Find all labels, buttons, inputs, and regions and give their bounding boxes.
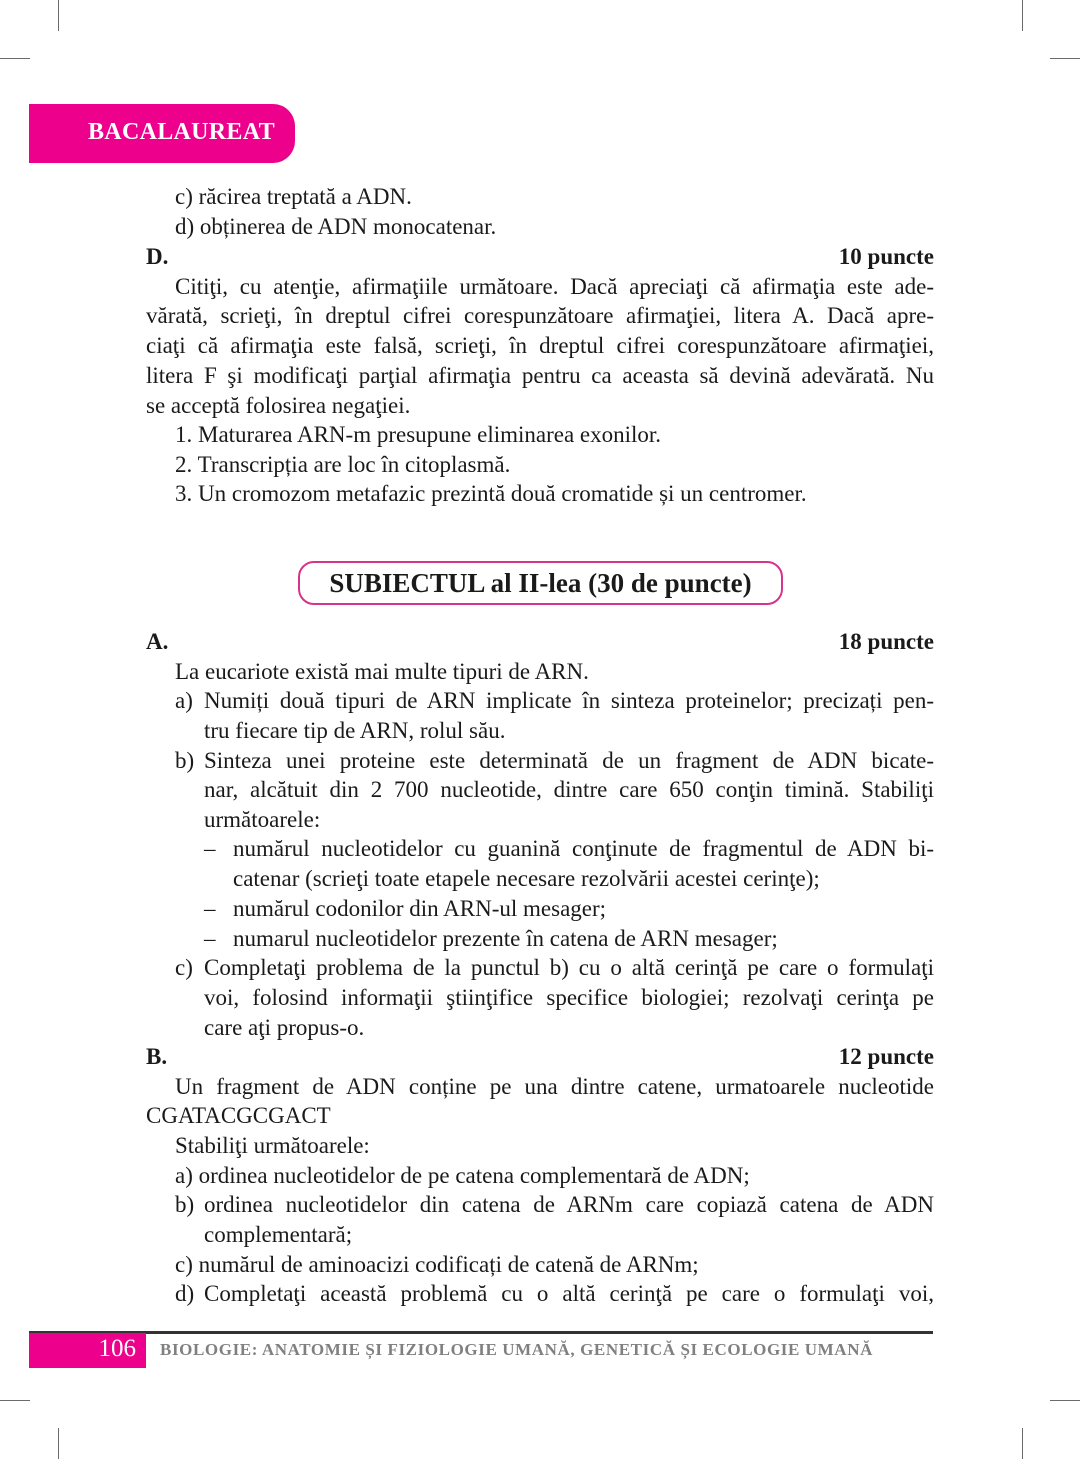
item-letter: c) xyxy=(175,1252,193,1277)
section-a-item-c-line-1: Completaţi problema de la punctul b) cu o altă cerinţă pe care o formulaţi xyxy=(204,955,934,980)
section-b-item-b-line-1: ordinea nucleotidelor din catena de ARNm care copiază catena de ADN xyxy=(204,1192,934,1217)
section-b-item-c xyxy=(175,1250,699,1280)
subitem-dash: – xyxy=(204,926,216,951)
section-b-item-b-letter: b) xyxy=(175,1192,195,1217)
section-d-instruction-line-1: Citiţi, cu atenţie, afirmaţiile următoare. Dacă apreciaţi că afirmaţia este ade- xyxy=(175,274,934,299)
item-text: numărul de aminoacizi codificați de catenă de ARNm; xyxy=(198,1252,699,1277)
statement-3 xyxy=(175,479,807,509)
crop-mark-top-left-vertical xyxy=(58,0,59,31)
section-a-intro: La eucariote există mai multe tipuri de ARN. xyxy=(175,659,589,684)
section-b-item-b-line-2: complementară; xyxy=(204,1222,353,1247)
subject-title-box: SUBIECTUL al II-lea (30 de puncte) xyxy=(298,561,783,605)
section-d-instruction-line-3: ciaţi că afirmaţia este falsă, scrieţi, în dreptul cifrei corespunzătoare afirmaţiei, xyxy=(146,333,934,358)
subitem-1-line-2: catenar (scrieţi toate etapele necesare rezolvării acestei cerinţe); xyxy=(233,866,820,891)
dna-sequence: CGATACGCGACT xyxy=(146,1103,331,1128)
section-a-item-c-line-2: voi, folosind informaţii ştiinţifice specifice biologiei; rezolvaţi cerinţa pe xyxy=(204,985,934,1010)
page-number-box xyxy=(29,1333,146,1368)
item-text: ordinea nucleotidelor de pe catena complementară de ADN; xyxy=(198,1163,750,1188)
section-a-item-b-letter: b) xyxy=(175,748,195,773)
section-b-item-a xyxy=(175,1161,750,1191)
statement-text: Maturarea ARN-m presupune eliminarea exonilor. xyxy=(198,422,662,447)
statement-1 xyxy=(175,420,661,450)
header-tab-label: BACALAUREAT xyxy=(88,119,275,145)
section-a-item-b-line-3: următoarele: xyxy=(204,807,321,832)
subitem-3-line-1: numarul nucleotidelor prezente în catena de ARN mesager; xyxy=(233,926,778,951)
section-d-instruction-line-4: litera F şi modificaţi parţial afirmaţia pentru ca aceasta să devină adevărată. Nu xyxy=(146,363,934,388)
statement-number: 1. xyxy=(175,422,193,447)
crop-mark-bottom-right-vertical xyxy=(1022,1428,1023,1459)
section-a-label: A. xyxy=(146,629,169,654)
section-d-label: D. xyxy=(146,244,169,269)
section-a-item-b-line-1: Sinteza unei proteine este determinată de un fragment de ADN bicate- xyxy=(204,748,934,773)
crop-mark-bottom-left-horizontal xyxy=(0,1400,30,1401)
footer-book-title: BIOLOGIE: ANATOMIE ȘI FIZIOLOGIE UMANĂ, GENETICĂ ȘI ECOLOGIE UMANĂ xyxy=(160,1340,873,1359)
section-a-item-b-line-2: nar, alcătuit din 2 700 nucleotide, dintre care 650 conţin timină. Stabiliţi xyxy=(204,777,934,802)
section-header-tab xyxy=(29,104,295,163)
section-b-prompt: Stabiliţi următoarele: xyxy=(175,1133,370,1158)
item-text: obținerea de ADN monocatenar. xyxy=(199,214,497,239)
previous-item-c xyxy=(175,182,412,212)
section-b-intro-line-1: Un fragment de ADN conține pe una dintre catene, urmatoarele nucleotide xyxy=(175,1074,934,1099)
section-a-item-a-line-1: Numiți două tipuri de ARN implicate în sinteza proteinelor; precizați pen- xyxy=(204,688,934,713)
subitem-dash: – xyxy=(204,836,216,861)
statement-number: 2. xyxy=(175,452,193,477)
section-d-points: 10 puncte xyxy=(838,244,934,269)
item-letter: a) xyxy=(175,1163,193,1188)
footer-rule xyxy=(29,1331,933,1334)
item-text: răcirea treptată a ADN. xyxy=(198,184,412,209)
crop-mark-bottom-right-horizontal xyxy=(1050,1400,1080,1401)
section-a-points: 18 puncte xyxy=(838,629,934,654)
statement-2 xyxy=(175,450,510,480)
item-letter: c) xyxy=(175,184,193,209)
item-letter: d) xyxy=(175,214,195,239)
section-a-item-a-letter: a) xyxy=(175,688,193,713)
section-a-item-c-line-3: care aţi propus-o. xyxy=(204,1015,365,1040)
crop-mark-top-right-vertical xyxy=(1022,0,1023,31)
section-b-item-d-line-1: Completaţi această problemă cu o altă cerinţă pe care o formulaţi voi, xyxy=(204,1281,934,1306)
section-a-item-a-line-2: tru fiecare tip de ARN, rolul său. xyxy=(204,718,506,743)
previous-item-d xyxy=(175,212,496,242)
section-b-label: B. xyxy=(146,1044,168,1069)
section-d-instruction-line-5: se acceptă folosirea negaţiei. xyxy=(146,393,411,418)
statement-text: Transcripția are loc în citoplasmă. xyxy=(197,452,511,477)
subitem-dash: – xyxy=(204,896,216,921)
section-b-item-d-letter: d) xyxy=(175,1281,195,1306)
section-a-item-c-letter: c) xyxy=(175,955,193,980)
section-d-instruction-line-2: vărată, scrieţi, în dreptul cifrei corespunzătoare afirmaţiei, litera A. Dacă apre- xyxy=(146,303,934,328)
subitem-1-line-1: numărul nucleotidelor cu guanină conţinute de fragmentul de ADN bi- xyxy=(233,836,934,861)
statement-text: Un cromozom metafazic prezintă două cromatide și un centromer. xyxy=(198,481,807,506)
crop-mark-bottom-left-vertical xyxy=(58,1428,59,1459)
subitem-2-line-1: numărul codonilor din ARN-ul mesager; xyxy=(233,896,607,921)
statement-number: 3. xyxy=(175,481,193,506)
crop-mark-top-right-horizontal xyxy=(1050,58,1080,59)
crop-mark-top-left-horizontal xyxy=(0,58,30,59)
section-b-points: 12 puncte xyxy=(838,1044,934,1069)
page-number: 106 xyxy=(98,1335,136,1362)
